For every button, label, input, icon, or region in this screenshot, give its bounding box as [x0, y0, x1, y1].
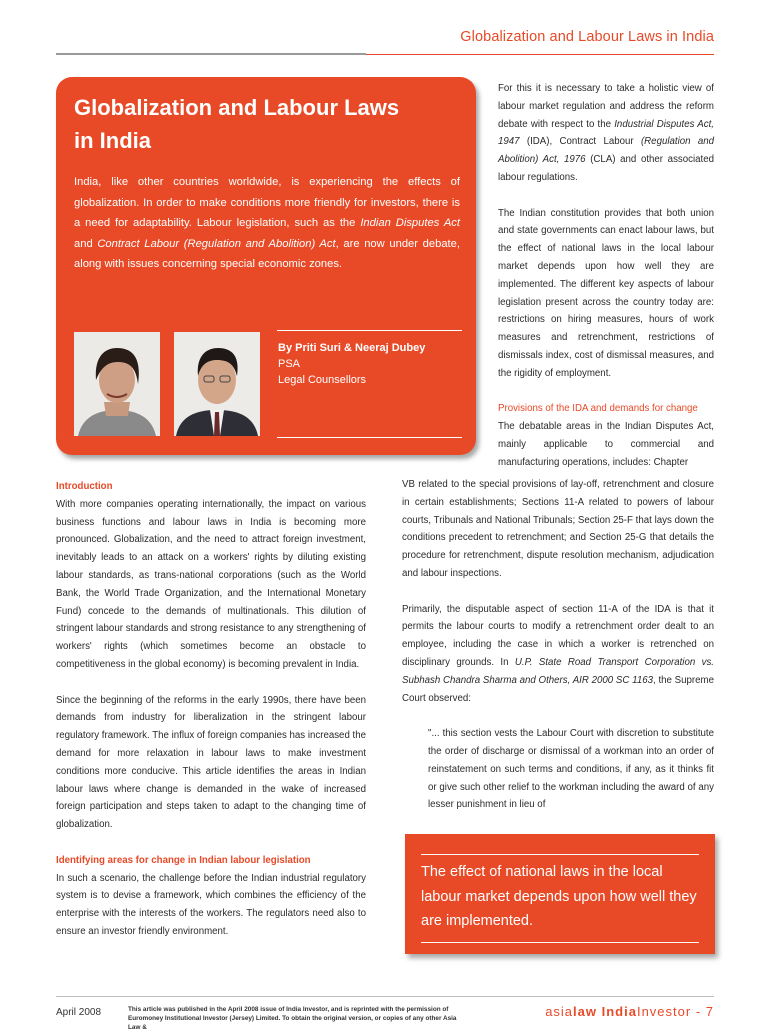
text-run-italic: Industrial Disputes Act, 1947 — [498, 118, 714, 148]
right-column — [402, 476, 714, 814]
paragraph: In such a scenario, the challenge before the Indian industrial regulatory system is to devise a framework, which combines the efficiency of the enterprise with the interests of the workers. The regulators need also to ensure an investor friendly environment. — [56, 872, 366, 937]
author-byline — [278, 340, 468, 388]
paragraph: The debatable areas in the Indian Disputes Act, mainly applicable to commercial and manufacturing operations, includes: Chapter — [498, 421, 714, 468]
block-quote: "... this section vests the Labour Court with discretion to substitute the order of discharge or dismissal of a workman into an order of reinstatement on such terms and conditions, if any, as it thinks fit or give such other relief to the workman including the award of any lesser punishment in lieu of — [428, 728, 714, 811]
standfirst-text: India, like other countries worldwide, is experiencing the effects of globalization. In order to make conditions more friendly for investors, there is a need for adaptability. Labour legislation, such as the — [74, 176, 460, 230]
standfirst-italic: Indian Disputes Act — [360, 217, 460, 230]
article-title-line1: Globalization and Labour Laws — [74, 95, 400, 120]
byline-org-desc: Legal Counsellors — [278, 374, 367, 386]
standfirst-text: , are now under debate, along with issues concerning special economic zones. — [74, 237, 460, 271]
standfirst-text: and — [74, 237, 98, 250]
byline-rule-top — [277, 330, 462, 331]
pull-quote-rule-top — [421, 854, 699, 855]
paragraph: VB related to the special provisions of lay-off, retrenchment and closure in certain establishments; Sections 11-A related to powers of labour courts, Tribunals and National Tribunals; Section 25-F that lays down the conditions precedent to retrenchment; and Section 25-G that details the procedure for retrenchment, dispute resolution mechanism, adjudication and labour inspections. — [402, 479, 714, 579]
paragraph — [402, 601, 714, 708]
header-rule-accent — [56, 53, 366, 55]
footer-publication-brand — [545, 1004, 714, 1019]
footer-date: April 2008 — [56, 1007, 102, 1018]
text-run: For this it is necessary to take a holistic view of labour market regulation and address the reform debate with respect to the — [498, 83, 714, 130]
article-hero-box — [56, 77, 476, 455]
article-title — [74, 91, 464, 157]
brand-part: asia — [545, 1004, 574, 1019]
article-standfirst — [74, 172, 460, 275]
author-portrait-icon — [174, 332, 260, 436]
text-run-italic: (Regulation and Abolition) Act, 1976 — [498, 136, 714, 166]
author-photo-woman — [74, 332, 160, 436]
standfirst-italic: Contract Labour (Regulation and Abolition) Act — [97, 237, 336, 250]
footer-reprint-note — [128, 1005, 458, 1032]
pull-quote-text: The effect of national laws in the local labour market depends upon how well they are implemented. — [421, 864, 697, 929]
brand-part-bold: law — [573, 1004, 598, 1019]
text-run: Primarily, the disputable aspect of section 11-A of the IDA is that it permits the labour courts to modify a retrenchment order dealt to an employee, including the case in which a worker is retrenched on disciplinary grounds. In — [402, 603, 714, 668]
paragraph — [498, 80, 714, 187]
paragraph: Since the beginning of the reforms in the early 1990s, there have been demands from industry for liberalization in the stringent labour regulatory framework. The influx of foreign companies has increased the demand for more relaxation in labour laws to make investment conditions more conducive. This article identifies the areas in Indian labour laws where change is demanded in the wake of increased foreign participation and steps taken to adapt to the changing time of globalization. — [56, 694, 366, 831]
section-heading-ida: Provisions of the IDA and demands for change — [498, 403, 698, 415]
byline-names: By Priti Suri & Neeraj Dubey — [278, 342, 426, 354]
byline-rule-bottom — [277, 437, 462, 438]
brand-part-page: Investor - 7 — [636, 1004, 714, 1019]
byline-org: PSA — [278, 358, 301, 370]
brand-part-bold: India — [597, 1004, 637, 1019]
page-footer — [0, 996, 768, 1031]
paragraph: The Indian constitution provides that both union and state governments can enact labour laws, but the effect of national laws in the local labour market depends upon how well they are implemented. The different key aspects of labour legislation present across the country today are: restrictions on hiring measures, hours of work measures and retrenchment, restrictions of dismissals index, cost of dismissal measures, and the rigidity of employment. — [498, 207, 714, 379]
author-portrait-icon — [74, 332, 160, 436]
pull-quote-rule-bottom — [421, 942, 699, 943]
text-run: , the Supreme Court observed: — [402, 674, 714, 704]
footer-note-line: Euromoney Institutional Investor (Jersey) Limited. To obtain the original version, or copies of any other Asia Law & — [128, 1015, 457, 1031]
right-column-top — [498, 80, 714, 472]
paragraph: With more companies operating internationally, the impact on various business functions and labour laws in India is becoming more pronounced. Globalization, and the need to attract foreign investment, inevitably leads to an attack on a workers' rights by diluting existing labour standards, as trans-national corporations (such as the World Bank, the World Trade Organization, and the International Monetary Fund) concede to the demands of multinationals. This dilution of stringent labour standards and strong resistance to any strengthening of workers' rights (which sometimes become an obstacle to competitiveness in the global economy) is becoming prevalent in India. — [56, 498, 366, 670]
running-header — [0, 0, 768, 60]
case-citation: U.P. State Road Transport Corporation vs. Subhash Chandra Sharma and Others, AIR 2000 SC 1163 — [402, 656, 715, 686]
author-photo-man — [174, 332, 260, 436]
footer-note-line: This article was published in the April 2008 issue of India Investor, and is reprinted with the permission of — [128, 1006, 449, 1013]
running-title: Globalization and Labour Laws in India — [460, 29, 714, 45]
section-heading-areas: Identifying areas for change in Indian labour legislation — [56, 854, 311, 866]
left-column — [56, 478, 366, 941]
article-title-line2: in India — [74, 128, 151, 153]
pull-quote-box — [405, 834, 715, 954]
footer-rule — [56, 996, 714, 997]
text-run: (IDA), Contract Labour — [519, 136, 641, 148]
section-heading-introduction: Introduction — [56, 481, 113, 492]
text-run: (CLA) and other associated labour regulations. — [498, 154, 714, 183]
